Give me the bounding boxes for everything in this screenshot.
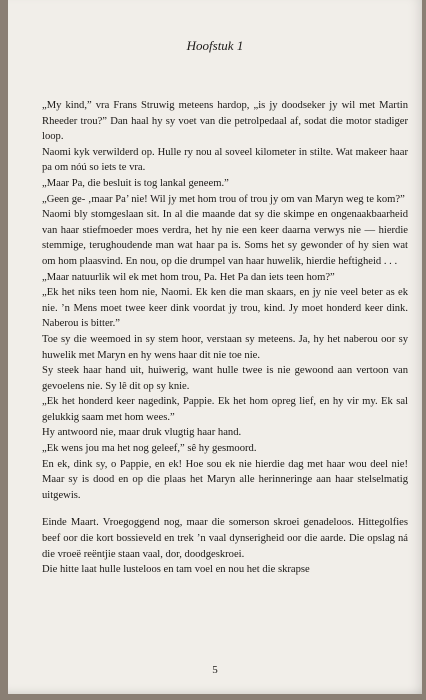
paragraph: „My kind,” vra Frans Struwig meteens hardop, „is jy doodseker jy wil met Martin Rheeder trou?” Dan haal hy sy voet van die petrolpedaal af, sodat die motor stadiger loop. bbox=[42, 100, 408, 143]
paragraph: „Geen ge- ‚maar Pa’ nie! Wil jy met hom trou of trou jy om van Maryn weg te kom?” bbox=[42, 193, 405, 205]
section-break bbox=[42, 503, 408, 515]
paragraph: „Ek het honderd keer nagedink, Pappie. Ek het hom opreg lief, en hy vir my. Ek sal gelukkig saam met hom wees.” bbox=[42, 396, 408, 423]
paragraph: Naomi bly stomgeslaan sit. In al die maande dat sy die skimpe en ongenaakbaarheid van haar stiefmoeder moes verdra, het hy nie een keer daarna verwys nie — hierdie stemmige, terughoudende man wat haar pa is. Soms het sy gewonder of hy sien wat om hom plaasvind. En nou, op die drumpel van haar huwelik, hierdie heftigheid . . . bbox=[42, 209, 408, 267]
page-number: 5 bbox=[212, 664, 218, 676]
paragraph: En ek, dink sy, o Pappie, en ek! Hoe sou ek nie hierdie dag met haar wou deel nie! Maar sy is dood en op die plaas het Maryn alle herinneringe aan haar stelselmatig uitgewis. bbox=[42, 458, 408, 501]
paragraph: Naomi kyk verwilderd op. Hulle ry nou al soveel kilometer in stilte. Wat makeer haar pa om nóú so iets te vra. bbox=[42, 146, 408, 174]
paragraph: „Maar natuurlik wil ek met hom trou, Pa. Het Pa dan iets teen hom?” bbox=[42, 271, 335, 283]
paragraph: Toe sy die weemoed in sy stem hoor, verstaan sy meteens. Ja, hy het naberou oor sy huwelik met Maryn en hy wens haar dit nie toe nie. bbox=[42, 333, 408, 361]
paragraph: Die hitte laat hulle lusteloos en tam voel en nou het die skrapse bbox=[42, 564, 310, 576]
paragraph: „Maar Pa, die besluit is tog lankal geneem.” bbox=[42, 177, 229, 189]
paragraph: „Ek het niks teen hom nie, Naomi. Ek ken die man skaars, en jy nie veel beter as ek nie. ’n Mens moet twee keer dink voordat jy trou, kind. Jy moet honderd keer dink. Naberou is bitter.” bbox=[42, 287, 408, 330]
paragraph: Sy steek haar hand uit, huiwerig, want hulle twee is nie gewoond aan vertoon van gevoelens nie. Sy lê dit op sy knie. bbox=[42, 365, 408, 392]
paragraph: Einde Maart. Vroegoggend nog, maar die somerson skroei genadeloos. Hittegolfies beef oor die kort bossieveld en trek ’n vaal dynserigheid oor die aarde. Die opslag ná die vroeë reëntjie staan vaal, dor, doodgeskroei. bbox=[42, 517, 408, 560]
book-page bbox=[8, 0, 422, 694]
paragraph: „Ek wens jou ma het nog geleef,” sê hy gesmoord. bbox=[42, 443, 257, 455]
chapter-heading: Hoofstuk 1 bbox=[186, 38, 244, 53]
body-text bbox=[42, 98, 408, 578]
paragraph: Hy antwoord nie, maar druk vlugtig haar hand. bbox=[42, 427, 242, 439]
